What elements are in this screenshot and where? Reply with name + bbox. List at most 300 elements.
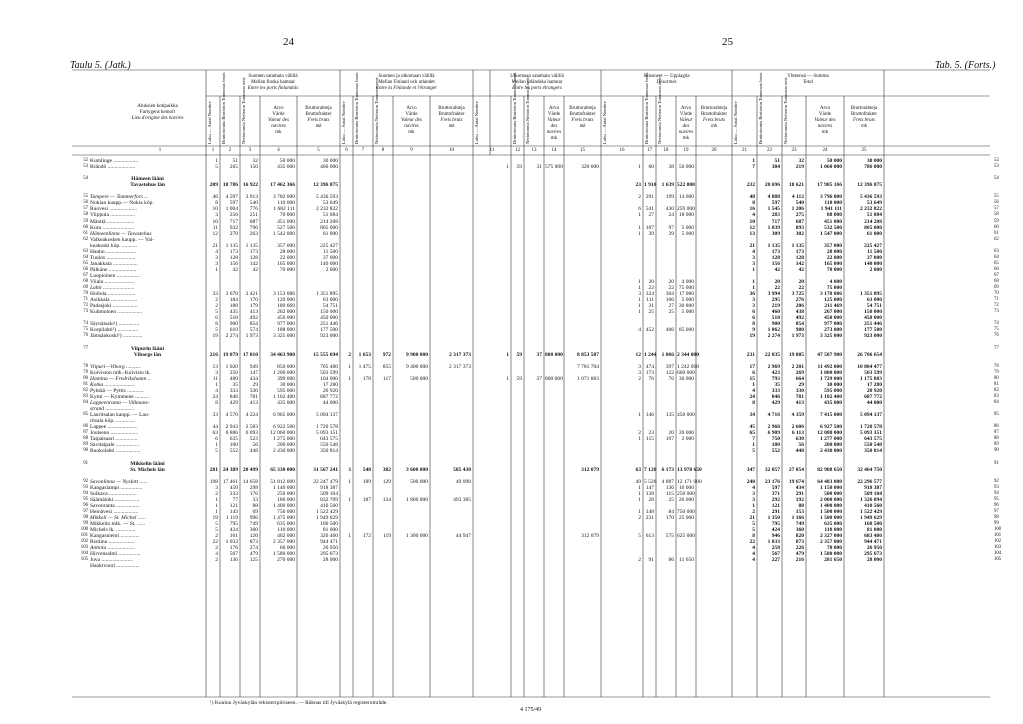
- row-number: 53: [83, 164, 88, 170]
- table-cell: 13: [212, 363, 218, 370]
- row-number-right: 90: [994, 448, 999, 454]
- table-cell: 932: [229, 224, 238, 231]
- row-number-right: 93: [994, 484, 999, 490]
- table-cell: 750 000: [677, 508, 695, 515]
- group-header-1-fr: Entre les ports finlandais: [247, 86, 299, 91]
- table-cell: 200 000: [277, 442, 295, 449]
- table-cell: 165 000: [277, 260, 295, 267]
- column-header-freight-line: Bruttorahteja: [569, 106, 596, 111]
- row-number-right: 89: [994, 442, 999, 448]
- row-number: 90: [83, 448, 88, 454]
- table-cell: 1 062: [767, 327, 780, 334]
- table-cell: 918 387: [320, 484, 338, 491]
- row-number: 66: [83, 266, 88, 272]
- table-cell: 402 000: [277, 533, 295, 540]
- table-cell: 450 000: [677, 412, 695, 419]
- table-cell: 1 542 000: [273, 230, 295, 237]
- table-cell: 70 000: [826, 545, 842, 552]
- row-number-right: 62: [994, 236, 999, 242]
- table-cell: 492: [795, 315, 804, 322]
- table-cell: 4 887: [661, 478, 674, 485]
- table-cell: 3: [638, 363, 641, 370]
- row-number: 82: [83, 387, 88, 393]
- table-cell: 84: [668, 508, 674, 515]
- column-header-value-line: navires: [404, 124, 419, 129]
- table-cell: 3 725: [791, 291, 804, 298]
- table-cell: 430: [665, 206, 674, 213]
- table-cell: 216: [795, 557, 804, 564]
- table-cell: 893: [795, 224, 804, 231]
- row-number: 93: [83, 484, 88, 490]
- table-cell: 435: [229, 309, 238, 316]
- column-header-value-line: Valeur des: [547, 118, 561, 129]
- table-cell: 2 357 000: [820, 539, 842, 546]
- row-number: 100: [80, 527, 88, 533]
- table-cell: 5 000: [681, 230, 694, 237]
- table-cell: 1: [506, 164, 509, 171]
- table-cell: 281 650: [824, 557, 842, 564]
- row-number-right: 94: [994, 490, 999, 496]
- origin-header-fr: Lieu d'origine des navires: [131, 116, 184, 121]
- table-cell: 1 004: [225, 206, 238, 213]
- table-cell: 30 000: [866, 158, 882, 164]
- table-cell: 2 606: [791, 424, 804, 431]
- table-cell: 1 033: [225, 539, 238, 546]
- table-cell: 424: [229, 527, 238, 534]
- column-header-net-3: Nettotonnia Nettoton Tonneaux nets: [525, 77, 530, 144]
- table-cell: 448: [795, 448, 804, 455]
- column-header-value-line: Valeur des: [401, 118, 422, 123]
- table-cell: 51 084: [322, 212, 338, 219]
- table-cell: 4: [215, 248, 218, 255]
- table-cell: 251 446: [864, 321, 882, 328]
- table-cell: 1 135: [245, 242, 258, 249]
- table-cell: 3 325 000: [273, 333, 295, 340]
- table-cell: 1 135: [767, 242, 780, 249]
- table-cell: 20: [648, 279, 654, 285]
- row-number: 89: [83, 442, 88, 448]
- table-cell: 34: [749, 412, 755, 419]
- table-cell: 5: [752, 527, 755, 534]
- table-cell: 434: [795, 484, 804, 491]
- table-cell: 100: [771, 442, 780, 449]
- table-cell: 435 000: [824, 400, 842, 406]
- column-header-freight-4: [697, 106, 731, 130]
- table-cell: 199: [665, 194, 674, 201]
- table-cell: 1 547 000: [820, 230, 842, 237]
- table-cell: 269: [795, 369, 804, 376]
- table-cell: 5 093 151: [860, 430, 882, 437]
- table-cell: 63 000: [866, 297, 882, 304]
- column-header-freight-line: Frets bruts: [440, 118, 463, 123]
- table-cell: 347: [746, 466, 755, 473]
- row-number: 68: [83, 279, 88, 284]
- column-number: 15: [580, 148, 585, 153]
- table-cell: 1: [638, 230, 641, 237]
- row-number-right: 79: [994, 369, 999, 375]
- table-cell: 126: [249, 533, 258, 540]
- table-cell: 423: [771, 369, 780, 376]
- table-cell: 226: [795, 545, 804, 552]
- row-number-right: 75: [994, 327, 999, 333]
- table-cell: 232: [746, 182, 755, 189]
- table-cell: 996: [249, 514, 258, 521]
- table-cell: 585 430: [453, 466, 471, 473]
- row-number-right: 67: [994, 272, 999, 278]
- table-cell: 1 949 629: [316, 514, 338, 521]
- row-label: Haukivuori .................: [90, 563, 140, 570]
- table-cell: 25: [648, 309, 654, 316]
- table-cell: 165 000: [824, 260, 842, 267]
- table-cell: 451 000: [277, 218, 295, 225]
- table-cell: 258: [771, 545, 780, 552]
- row-number-right: 102: [994, 539, 1002, 545]
- table-cell: 2: [638, 194, 641, 201]
- table-cell: 65 330 000: [270, 466, 295, 473]
- table-cell: 111: [646, 297, 654, 304]
- table-cell: 33: [212, 291, 218, 298]
- table-cell: 107: [665, 436, 674, 443]
- row-label: Hollola ....................: [90, 291, 136, 298]
- table-cell: 4 112: [791, 194, 804, 201]
- table-cell: 26 950: [866, 545, 882, 552]
- table-cell: 2: [638, 430, 641, 437]
- row-number: 62: [83, 236, 88, 242]
- table-cell: 291: [771, 508, 780, 515]
- row-number-right: 65: [994, 260, 999, 266]
- row-label: Kuru .......................: [90, 224, 135, 231]
- column-header-freight-line: mk: [315, 124, 322, 129]
- table-cell: 1: [638, 303, 641, 310]
- table-cell: 2: [638, 557, 641, 564]
- table-cell: 291: [645, 194, 654, 201]
- table-cell: 24: [749, 393, 755, 400]
- table-cell: 3: [638, 291, 641, 298]
- table-cell: 22 000: [279, 254, 295, 261]
- table-cell: 410 560: [864, 502, 882, 509]
- table-cell: 76: [648, 375, 654, 382]
- left-running-head: Taulu 5. (Jatk.): [70, 60, 131, 71]
- table-cell: 1 580 000: [820, 551, 842, 558]
- table-cell: 20: [774, 279, 780, 285]
- column-header-value-line: navires: [271, 124, 286, 129]
- table-cell: 42: [232, 266, 238, 273]
- table-cell: 173: [645, 369, 654, 376]
- table-cell: 233: [229, 490, 238, 497]
- table-cell: 173: [229, 248, 238, 255]
- table-cell: 2 968: [767, 424, 780, 431]
- table-cell: 12 396 875: [313, 182, 338, 189]
- table-cell: 9: [752, 327, 755, 334]
- table-cell: 295 673: [320, 551, 338, 558]
- row-number-right: 61: [994, 230, 999, 236]
- row-number-right: 87: [994, 430, 999, 436]
- table-cell: 1: [752, 285, 755, 292]
- table-cell: 5 436 593: [860, 194, 882, 201]
- row-label: Kumlinge ..................: [90, 158, 139, 164]
- table-cell: 4: [752, 551, 755, 558]
- table-cell: 70 000: [826, 266, 842, 273]
- row-label: Valkeakosken kaupp. — Val-: [90, 236, 155, 243]
- column-header-gross-4: Bruttotonnia Bruttoton Tonneaux bruts: [644, 72, 649, 144]
- table-cell: 6 965 000: [273, 412, 295, 419]
- table-cell: 523: [249, 436, 258, 443]
- table-cell: 8: [752, 533, 755, 540]
- table-cell: 2 317 373: [449, 351, 471, 358]
- group-header-5-fr: Total: [802, 80, 814, 85]
- row-number: 65: [83, 260, 88, 266]
- row-number: 73: [83, 309, 88, 315]
- table-cell: 1 277 000: [820, 436, 842, 443]
- table-cell: 2: [215, 557, 218, 564]
- table-cell: 312 079: [581, 533, 599, 540]
- table-cell: 972: [382, 351, 391, 358]
- table-cell: 231: [645, 514, 654, 521]
- row-number: 81: [83, 381, 88, 387]
- column-number: 9: [410, 148, 413, 153]
- table-cell: 214 208: [864, 218, 882, 225]
- table-cell: 122: [665, 369, 674, 376]
- table-cell: 413: [249, 400, 258, 406]
- table-cell: 12: [635, 351, 641, 358]
- column-header-freight-line: mk: [861, 124, 867, 129]
- table-cell: 1: [638, 285, 641, 292]
- table-cell: 597: [229, 200, 238, 207]
- column-header-gross-5: Bruttotonnia Bruttoton Tonneaux bruts: [758, 72, 763, 144]
- table-cell: 206: [795, 303, 804, 310]
- table-cell: 1 400 000: [820, 502, 842, 509]
- table-cell: 480: [229, 375, 238, 382]
- row-label: Asikkala ...................: [90, 297, 138, 304]
- table-cell: 270 000: [277, 557, 295, 564]
- right-running-head: Tab. 5. (Forts.): [935, 60, 996, 71]
- table-cell: 532 500: [824, 224, 842, 231]
- row-number-right: 77: [994, 345, 999, 351]
- table-cell: 413: [249, 309, 258, 316]
- column-header-count-5: Luku — Antal Nombre: [733, 101, 738, 144]
- table-cell: 173: [795, 248, 804, 255]
- table-cell: 450: [229, 484, 238, 491]
- table-cell: 106: [665, 297, 674, 304]
- column-header-freight-line: Bruttofrakter: [305, 112, 332, 117]
- table-cell: 1 475 000: [273, 514, 295, 521]
- table-cell: 274: [249, 545, 258, 552]
- table-cell: 1: [215, 508, 218, 515]
- table-cell: 1 949 629: [860, 514, 882, 521]
- table-cell: 1 500 000: [820, 514, 842, 521]
- table-cell: 8 853 587: [577, 351, 599, 358]
- table-cell: 32 057: [764, 466, 780, 473]
- group-header-2-fr: Entre la Finlande et l'étranger: [375, 86, 438, 91]
- table-cell: 25 000: [678, 514, 694, 521]
- group-header-3-fr: Entre les ports étrangers: [512, 86, 562, 91]
- table-cell: 460: [771, 309, 780, 316]
- row-label: Luopioinen .................: [90, 272, 141, 279]
- column-header-value-3: [545, 106, 563, 142]
- table-cell: 6 886: [225, 430, 238, 437]
- row-label: Lappeenranta — Villmans-: [90, 400, 150, 406]
- column-number: 10: [449, 148, 454, 153]
- table-cell: 575: [665, 533, 674, 540]
- column-number: 16: [619, 148, 625, 153]
- table-cell: 796: [249, 224, 258, 231]
- table-cell: 1: [506, 375, 509, 382]
- table-cell: 11: [212, 224, 218, 231]
- table-cell: 178: [362, 375, 371, 382]
- row-label: Pälkäne ....................: [90, 266, 137, 273]
- table-cell: 3 994: [767, 291, 780, 298]
- row-label: keakoski köp. ...........: [90, 242, 138, 249]
- column-header-value-line: Värde: [818, 112, 832, 117]
- table-cell: 140 000: [864, 260, 882, 267]
- row-label: Hämeenlinna — Tavastehus: [90, 230, 152, 237]
- table-cell: 273 000: [824, 327, 842, 334]
- table-cell: 1 300 000: [406, 533, 428, 540]
- table-cell: 302: [795, 230, 804, 237]
- table-cell: 1: [348, 533, 351, 540]
- table-cell: 180 669: [277, 303, 295, 310]
- row-number-right: 72: [994, 303, 999, 309]
- table-cell: 128: [795, 254, 804, 261]
- table-cell: 6: [752, 315, 755, 322]
- table-cell: 17 461: [222, 478, 238, 485]
- table-cell: 24 389: [222, 466, 238, 473]
- table-cell: 4: [638, 327, 641, 334]
- row-number: 60: [83, 224, 88, 230]
- table-cell: 180 000: [277, 496, 295, 503]
- group-header-3-fi: Ulkomaan satamain välillä: [510, 74, 564, 79]
- table-cell: 3: [638, 369, 641, 376]
- table-cell: 276: [795, 297, 804, 304]
- column-number: 23: [791, 148, 797, 153]
- table-cell: 61 000: [866, 230, 882, 237]
- row-label: Tavastehus län: [130, 182, 165, 189]
- table-cell: 21: [749, 242, 755, 249]
- column-header-value-line: navires: [678, 130, 694, 135]
- table-cell: 1 545: [767, 206, 780, 213]
- row-label: Tampere — Tammerfors ...: [90, 194, 149, 201]
- table-cell: 5: [215, 521, 218, 527]
- table-cell: 687 772: [864, 393, 882, 400]
- table-cell: 150 000: [320, 309, 338, 316]
- table-cell: 63: [212, 430, 218, 437]
- table-cell: 270: [229, 230, 238, 237]
- table-cell: 251 446: [320, 321, 338, 328]
- row-number: 72: [83, 303, 88, 309]
- table-cell: 750: [771, 436, 780, 443]
- table-cell: 820: [795, 533, 804, 540]
- row-label: Koiviston mlk.-Koivisto lk.: [90, 369, 151, 376]
- row-label: Viipuri—Viborg ...........: [90, 363, 142, 370]
- table-cell: 81 000: [322, 527, 338, 534]
- row-label: Säämäinki ..................: [90, 496, 140, 503]
- row-label: Kotka ......................: [90, 381, 135, 388]
- table-cell: 2 000: [325, 266, 338, 273]
- column-number: 7: [361, 148, 365, 153]
- row-number: 94: [83, 490, 88, 496]
- table-cell: 1 140 000: [273, 484, 295, 491]
- table-cell: 687 772: [320, 393, 338, 400]
- row-number-right: 99: [994, 521, 999, 526]
- row-number: 61: [83, 230, 88, 236]
- table-cell: 19: [212, 333, 218, 340]
- table-cell: 918 387: [864, 484, 882, 491]
- row-label: Hamina — Fredrikshamn ..: [90, 375, 151, 382]
- table-cell: 2 344 000: [677, 351, 699, 358]
- column-header-value-line: Arvo: [273, 106, 284, 111]
- table-cell: 610: [229, 327, 238, 334]
- table-cell: 275: [795, 212, 804, 219]
- table-cell: 110 000: [824, 527, 842, 534]
- table-cell: 567: [771, 551, 780, 558]
- table-cell: 160 500: [320, 521, 338, 527]
- table-cell: 13: [749, 230, 755, 237]
- table-cell: 117: [382, 375, 391, 382]
- table-cell: 2: [348, 351, 351, 358]
- table-cell: 298: [249, 484, 258, 491]
- group-header-4: [601, 74, 732, 86]
- table-cell: 749: [795, 521, 804, 527]
- table-cell: 1: [215, 266, 218, 273]
- table-cell: 97: [668, 224, 674, 231]
- table-cell: 1: [752, 442, 755, 449]
- table-cell: 10: [212, 218, 218, 225]
- table-cell: 1 039: [767, 224, 780, 231]
- row-number-right: 64: [994, 254, 999, 260]
- table-cell: 399 000: [277, 375, 295, 382]
- column-header-freight-line: mk: [448, 124, 455, 129]
- table-cell: 357 000: [824, 242, 842, 249]
- table-cell: 81 000: [866, 527, 882, 534]
- group-header-2-sv: Mellan Finland och utlandet: [378, 80, 435, 85]
- table-cell: 1 729 000: [820, 375, 842, 382]
- table-cell: 88: [798, 502, 804, 509]
- table-cell: 6 922 500: [273, 424, 295, 431]
- table-cell: 110 000: [824, 200, 842, 207]
- table-cell: 479: [795, 551, 804, 558]
- table-cell: 44: [212, 424, 218, 431]
- table-cell: 26 706 654: [857, 351, 882, 358]
- table-cell: 19: [212, 514, 218, 521]
- table-cell: 3 153 086: [273, 291, 295, 298]
- group-header-3: [473, 74, 601, 92]
- table-cell: 198: [209, 478, 218, 485]
- row-number: 54: [83, 176, 88, 182]
- table-cell: 2 969: [767, 363, 780, 370]
- table-cell: 541: [645, 206, 654, 213]
- table-cell: 643 575: [320, 436, 338, 443]
- table-cell: 1: [638, 212, 641, 219]
- table-cell: 128: [229, 254, 238, 261]
- table-cell: 44 947: [455, 533, 471, 540]
- column-header-value-1: [261, 106, 296, 136]
- column-number: 17: [647, 148, 652, 153]
- table-cell: 413: [795, 400, 804, 406]
- table-cell: 75 000: [826, 285, 842, 292]
- table-cell: 6 113: [791, 430, 804, 437]
- table-cell: 3 913: [245, 194, 258, 201]
- table-cell: 429: [771, 400, 780, 406]
- row-number-right: 58: [994, 212, 999, 218]
- row-label: Joutseno ....................: [90, 430, 139, 437]
- row-label: Kangaslampi ................: [90, 484, 143, 491]
- table-cell: 136: [229, 557, 238, 564]
- table-cell: 11 500: [323, 248, 338, 255]
- table-cell: 540: [249, 200, 258, 207]
- table-cell: 1 020: [225, 363, 238, 370]
- table-cell: 19 674: [788, 478, 804, 485]
- table-cell: 548: [362, 466, 371, 473]
